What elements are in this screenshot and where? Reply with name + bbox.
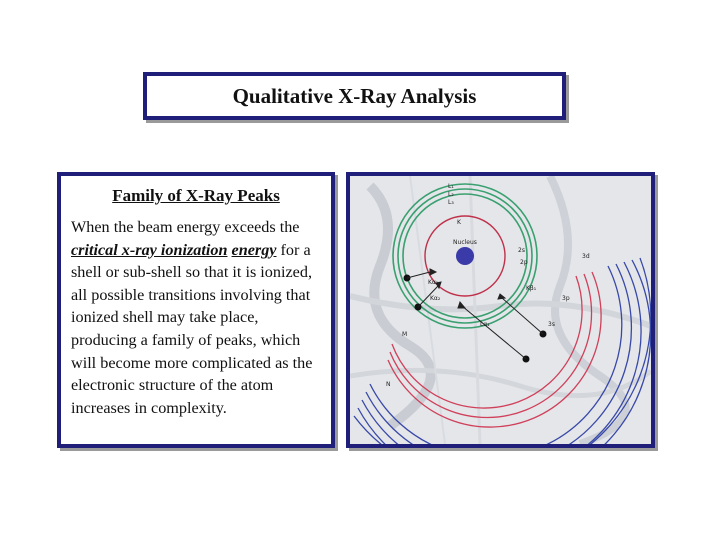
body-text-3: for a shell or sub-shell so that it is ionized, all possible transitions involving that ionized shell may take place, producing a family of peaks, which will become more complicated as the electronic structure of the atom increases in complexity. bbox=[71, 240, 313, 417]
label-la1: Lα₁ bbox=[480, 321, 490, 328]
label-k: K bbox=[457, 219, 461, 226]
slide-title: Qualitative X-Ray Analysis bbox=[232, 83, 477, 108]
nucleus bbox=[456, 247, 474, 265]
nucleus-label: Nucleus bbox=[453, 239, 477, 246]
label-l1: L₁ bbox=[448, 183, 454, 190]
label-l3: L₃ bbox=[448, 199, 454, 206]
label-ka1: Kα₁ bbox=[428, 279, 439, 286]
label-n: N bbox=[386, 381, 391, 388]
body-emphasis-1: critical x-ray ionization bbox=[71, 240, 228, 259]
panel-heading: Family of X-Ray Peaks bbox=[112, 186, 280, 205]
label-3s: 3s bbox=[548, 321, 555, 328]
atom-diagram-panel bbox=[346, 172, 655, 448]
label-2p: 2p bbox=[520, 259, 528, 266]
label-m: M bbox=[402, 331, 408, 338]
label-ka2: Kα₂ bbox=[430, 295, 441, 302]
slide-title-box bbox=[143, 72, 566, 120]
panel-body bbox=[71, 216, 323, 419]
label-2s: 2s bbox=[518, 247, 525, 254]
label-3p: 3p bbox=[562, 295, 570, 302]
atom-shell-diagram bbox=[350, 176, 651, 444]
background-map-texture bbox=[350, 176, 651, 444]
text-panel bbox=[57, 172, 335, 448]
body-emphasis-2: energy bbox=[231, 240, 277, 259]
body-text-1: When the beam energy exceeds the bbox=[71, 218, 300, 236]
label-3d: 3d bbox=[582, 253, 590, 260]
label-l2: L₂ bbox=[448, 191, 454, 198]
label-kb1: Kβ₁ bbox=[526, 285, 537, 292]
